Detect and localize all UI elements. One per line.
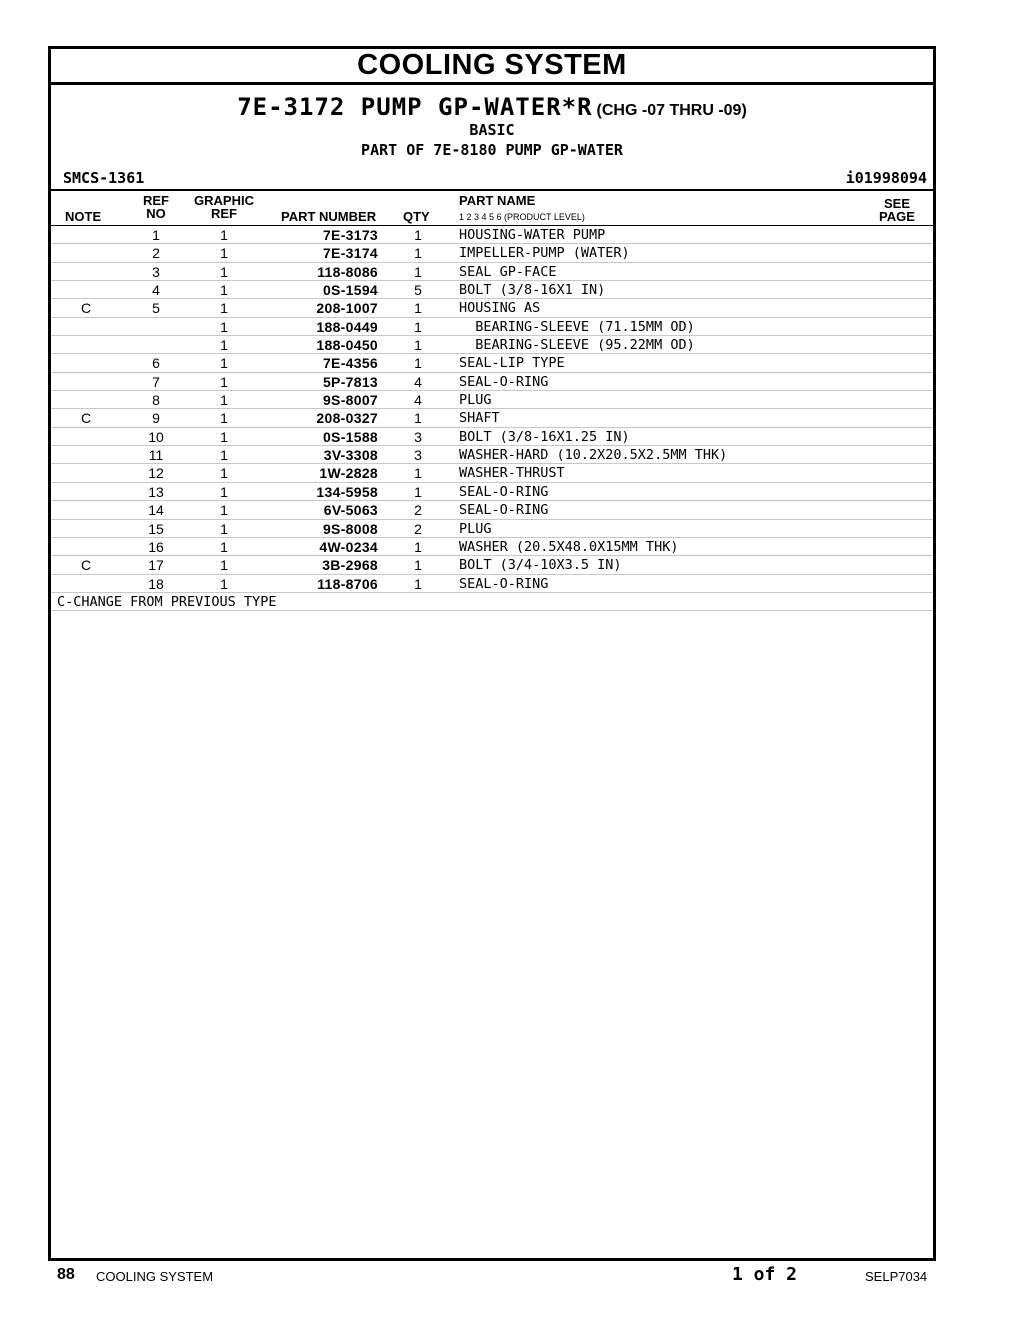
ident-code: i01998094	[845, 169, 927, 187]
row-note: C	[80, 410, 92, 427]
row-part-number: 0S-1594	[322, 282, 378, 299]
row-graphic-ref: 1	[220, 428, 228, 445]
row-part-name: SEAL GP-FACE	[459, 263, 557, 280]
row-part-name: SEAL-LIP TYPE	[459, 355, 565, 372]
footer-doc-code: SELP7034	[865, 1269, 928, 1284]
col-ref-no	[139, 194, 173, 220]
row-ref-no: 7	[152, 373, 160, 390]
row-part-name: IMPELLER-PUMP (WATER)	[459, 245, 630, 262]
row-ref-no: 8	[152, 392, 160, 409]
row-qty: 3	[414, 428, 422, 445]
table-row	[51, 446, 933, 464]
row-ref-no: 11	[148, 447, 164, 464]
row-part-name: SEAL-O-RING	[459, 483, 549, 500]
row-part-number: 1W-2828	[319, 465, 378, 482]
table-row	[51, 354, 933, 372]
row-part-name: BEARING-SLEEVE (95.22MM OD)	[459, 337, 695, 354]
row-qty: 1	[414, 245, 422, 262]
row-graphic-ref: 1	[220, 318, 228, 335]
col-see-top: SEE	[883, 196, 910, 211]
table-row	[51, 373, 933, 391]
row-ref-no: 5	[152, 300, 160, 317]
row-part-name: SHAFT	[459, 410, 500, 427]
row-part-number: 118-8706	[317, 575, 378, 592]
row-graphic-ref: 1	[220, 483, 228, 500]
row-ref-no: 9	[152, 410, 160, 427]
row-qty: 1	[414, 557, 422, 574]
row-part-name: HOUSING AS	[459, 300, 541, 317]
table-row	[51, 428, 933, 446]
row-qty: 1	[414, 263, 422, 280]
row-graphic-ref: 1	[220, 392, 228, 409]
col-part-number: PART NUMBER	[281, 209, 377, 224]
row-part-number: 9S-8007	[322, 392, 378, 409]
table-row	[51, 244, 933, 262]
row-graphic-ref: 1	[220, 465, 228, 482]
row-ref-no: 14	[148, 502, 164, 519]
row-ref-no: 13	[148, 483, 164, 500]
row-ref-no: 10	[148, 428, 164, 445]
row-qty: 1	[414, 410, 422, 427]
table-row	[51, 263, 933, 281]
row-ref-no: 2	[152, 245, 160, 262]
row-qty: 3	[414, 447, 422, 464]
row-qty: 4	[414, 373, 422, 390]
row-part-name: PLUG	[459, 392, 492, 409]
row-part-number: 7E-3174	[322, 245, 378, 262]
subtitle: BASIC	[469, 121, 515, 139]
part-title	[51, 93, 933, 119]
row-qty: 1	[414, 337, 422, 354]
row-graphic-ref: 1	[220, 355, 228, 372]
col-see-bottom: PAGE	[879, 209, 915, 224]
row-part-name: SEAL-O-RING	[459, 575, 549, 592]
row-part-number: 5P-7813	[322, 373, 378, 390]
row-ref-no: 6	[152, 355, 160, 372]
footer-page-of: 1 of 2	[732, 1264, 798, 1285]
table-row	[51, 299, 933, 317]
row-graphic-ref: 1	[220, 520, 228, 537]
row-graphic-ref: 1	[220, 447, 228, 464]
col-ref-bottom: NO	[146, 206, 166, 221]
row-qty: 1	[414, 575, 422, 592]
row-part-number: 3V-3308	[323, 447, 378, 464]
table-row	[51, 501, 933, 519]
col-graphic-top: GRAPHIC	[194, 193, 254, 208]
row-qty: 5	[414, 282, 422, 299]
row-part-name: WASHER-THRUST	[459, 465, 565, 482]
row-part-name: BEARING-SLEEVE (71.15MM OD)	[459, 318, 695, 335]
section-title-bar	[51, 49, 933, 85]
page-footer	[0, 1262, 1020, 1292]
row-qty: 2	[414, 520, 422, 537]
row-qty: 1	[414, 538, 422, 555]
row-graphic-ref: 1	[220, 410, 228, 427]
row-ref-no: 17	[148, 557, 164, 574]
smcs-row	[51, 167, 933, 189]
row-qty: 1	[414, 227, 422, 243]
row-graphic-ref: 1	[220, 575, 228, 592]
table-row	[51, 464, 933, 482]
row-part-name: BOLT (3/8-16X1 IN)	[459, 282, 606, 299]
table-row	[51, 556, 933, 574]
table-row	[51, 226, 933, 244]
row-qty: 4	[414, 392, 422, 409]
row-graphic-ref: 1	[220, 502, 228, 519]
table-row	[51, 318, 933, 336]
row-note: C	[80, 557, 92, 574]
row-graphic-ref: 1	[220, 337, 228, 354]
table-row	[51, 336, 933, 354]
part-number-title: 7E-3172 PUMP GP-WATER*R	[237, 93, 593, 121]
row-part-name: HOUSING-WATER PUMP	[459, 227, 606, 243]
row-part-number: 3B-2968	[322, 557, 378, 574]
table-row	[51, 483, 933, 501]
row-qty: 1	[414, 483, 422, 500]
row-part-number: 7E-4356	[322, 355, 378, 372]
row-qty: 1	[414, 465, 422, 482]
row-part-name: PLUG	[459, 520, 492, 537]
col-graphic-bottom: REF	[211, 206, 237, 221]
col-part-name: PART NAME	[459, 193, 536, 208]
row-graphic-ref: 1	[220, 227, 228, 243]
col-see-page	[877, 197, 917, 223]
col-graphic-ref	[189, 194, 259, 220]
table-row	[51, 575, 933, 593]
change-note: C-CHANGE FROM PREVIOUS TYPE	[57, 593, 277, 610]
row-ref-no: 1	[152, 227, 160, 243]
table-row	[51, 409, 933, 427]
row-ref-no: 18	[148, 575, 164, 592]
row-part-name: SEAL-O-RING	[459, 373, 549, 390]
row-part-name: BOLT (3/4-10X3.5 IN)	[459, 557, 622, 574]
row-ref-no: 3	[152, 263, 160, 280]
col-ref-top: REF	[143, 193, 169, 208]
change-note-row	[51, 593, 933, 611]
table-row	[51, 281, 933, 299]
row-graphic-ref: 1	[220, 557, 228, 574]
smcs-code: SMCS-1361	[63, 169, 145, 187]
part-of: PART OF 7E-8180 PUMP GP-WATER	[361, 141, 623, 159]
row-qty: 2	[414, 502, 422, 519]
row-part-name: WASHER-HARD (10.2X20.5X2.5MM THK)	[459, 447, 728, 464]
row-part-name: BOLT (3/8-16X1.25 IN)	[459, 428, 630, 445]
table-row	[51, 391, 933, 409]
footer-section: COOLING SYSTEM	[96, 1269, 214, 1284]
row-part-number: 208-0327	[316, 410, 378, 427]
row-part-number: 188-0449	[316, 318, 378, 335]
table-row	[51, 520, 933, 538]
row-part-name: SEAL-O-RING	[459, 502, 549, 519]
row-graphic-ref: 1	[220, 282, 228, 299]
section-title: COOLING SYSTEM	[357, 49, 627, 81]
row-ref-no: 16	[148, 538, 164, 555]
col-qty: QTY	[403, 209, 430, 224]
row-graphic-ref: 1	[220, 263, 228, 280]
parts-table-body	[51, 226, 933, 593]
row-graphic-ref: 1	[220, 245, 228, 262]
row-part-number: 208-1007	[316, 300, 378, 317]
row-ref-no: 4	[152, 282, 160, 299]
table-header	[51, 189, 933, 226]
footer-page-number: 88	[57, 1266, 75, 1283]
col-note: NOTE	[65, 209, 102, 224]
col-product-levels: 1 2 3 4 5 6 (PRODUCT LEVEL)	[459, 212, 585, 222]
row-qty: 1	[414, 318, 422, 335]
row-part-number: 0S-1588	[322, 428, 378, 445]
change-range: (CHG -07 THRU -09)	[596, 102, 747, 119]
row-graphic-ref: 1	[220, 373, 228, 390]
row-qty: 1	[414, 355, 422, 372]
row-note: C	[80, 300, 92, 317]
row-graphic-ref: 1	[220, 538, 228, 555]
row-part-number: 188-0450	[316, 337, 378, 354]
row-graphic-ref: 1	[220, 300, 228, 317]
row-part-number: 118-8086	[317, 263, 378, 280]
row-part-number: 6V-5063	[323, 502, 378, 519]
document-frame	[48, 46, 936, 1261]
row-part-number: 7E-3173	[322, 227, 378, 243]
table-row	[51, 538, 933, 556]
row-part-name: WASHER (20.5X48.0X15MM THK)	[459, 538, 679, 555]
row-qty: 1	[414, 300, 422, 317]
row-ref-no: 15	[148, 520, 164, 537]
row-part-number: 134-5958	[316, 483, 378, 500]
row-ref-no: 12	[148, 465, 164, 482]
row-part-number: 4W-0234	[319, 538, 378, 555]
row-part-number: 9S-8008	[322, 520, 378, 537]
